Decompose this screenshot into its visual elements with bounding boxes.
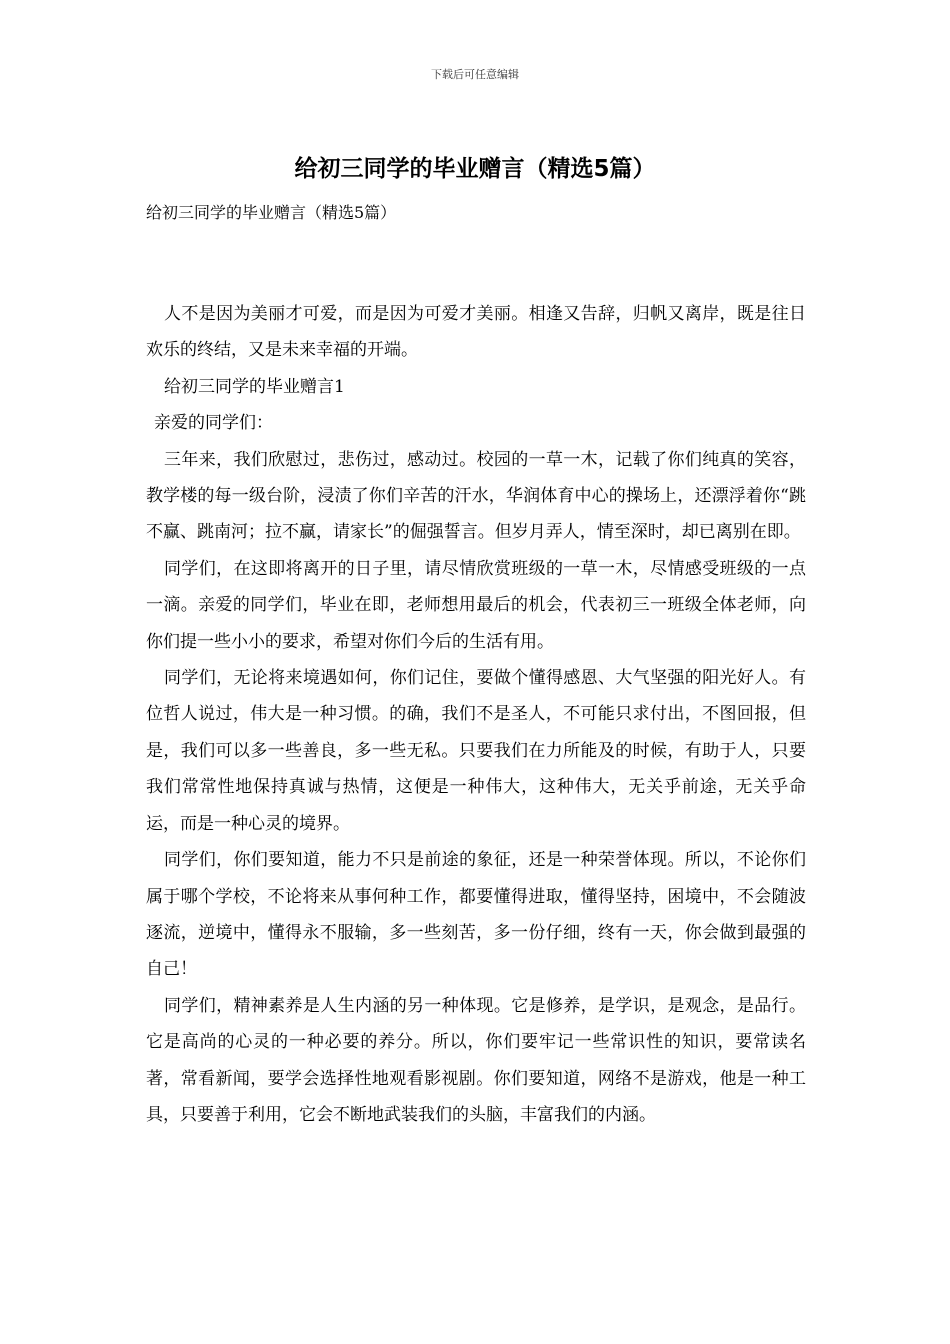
body-paragraph: 同学们，精神素养是人生内涵的另一种体现。它是修养，是学识，是观念，是品行。它是高尚的心灵的一种必要的养分。所以，你们要牢记一些常识性的知识，要常读名著，常看新闻，要学会选择性地观看影视剧。你们要知道，网络不是游戏，他是一种工具，只要善于利用，它会不断地武装我们的头脑，丰富我们的内涵。 [146,995,806,1125]
header-note: 下载后可任意编辑 [431,68,519,81]
body-paragraph: 同学们，在这即将离开的日子里，请尽情欣赏班级的一草一木，尽情感受班级的一点一滴。亲爱的同学们，毕业在即，老师想用最后的机会，代表初三一班级全体老师，向你们提一些小小的要求，希望对你们今后的生活有用。 [146,558,806,652]
body-paragraph: 同学们，你们要知道，能力不只是前途的象征，还是一种荣誉体现。所以，不论你们属于哪个学校，不论将来从事何种工作，都要懂得进取，懂得坚持，困境中，不会随波逐流，逆境中，懂得永不服输，多一些刻苦，多一份仔细，终有一天，你会做到最强的自己！ [146,850,806,980]
intro-paragraph: 人不是因为美丽才可爱，而是因为可爱才美丽。相逢又告辞，归帆又离岸，既是往日欢乐的终结，又是未来幸福的开端。 [146,304,806,361]
section-heading: 给初三同学的毕业赠言1 [164,376,345,397]
document-title: 给初三同学的毕业赠言（精选5篇） [294,156,656,182]
document-body [146,296,806,1133]
body-paragraph: 三年来，我们欣慰过，悲伤过，感动过。校园的一草一木，记载了你们纯真的笑容，教学楼的每一级台阶，浸渍了你们辛苦的汗水，华润体育中心的操场上，还漂浮着你“跳不赢、跳南河；拉不赢，请家长”的倔强誓言。但岁月弄人，情至深时，却已离别在即。 [146,449,806,543]
body-paragraph: 同学们，无论将来境遇如何，你们记住，要做个懂得感恩、大气坚强的阳光好人。有位哲人说过，伟大是一种习惯。的确，我们不是圣人，不可能只求付出，不图回报，但是，我们可以多一些善良，多一些无私。只要我们在力所能及的时候，有助于人，只要我们常常性地保持真诚与热情，这便是一种伟大，这种伟大，无关乎前途，无关乎命运，而是一种心灵的境界。 [146,668,806,834]
document-subtitle: 给初三同学的毕业赠言（精选5篇） [146,203,397,222]
salutation: 亲爱的同学们： [154,413,273,434]
